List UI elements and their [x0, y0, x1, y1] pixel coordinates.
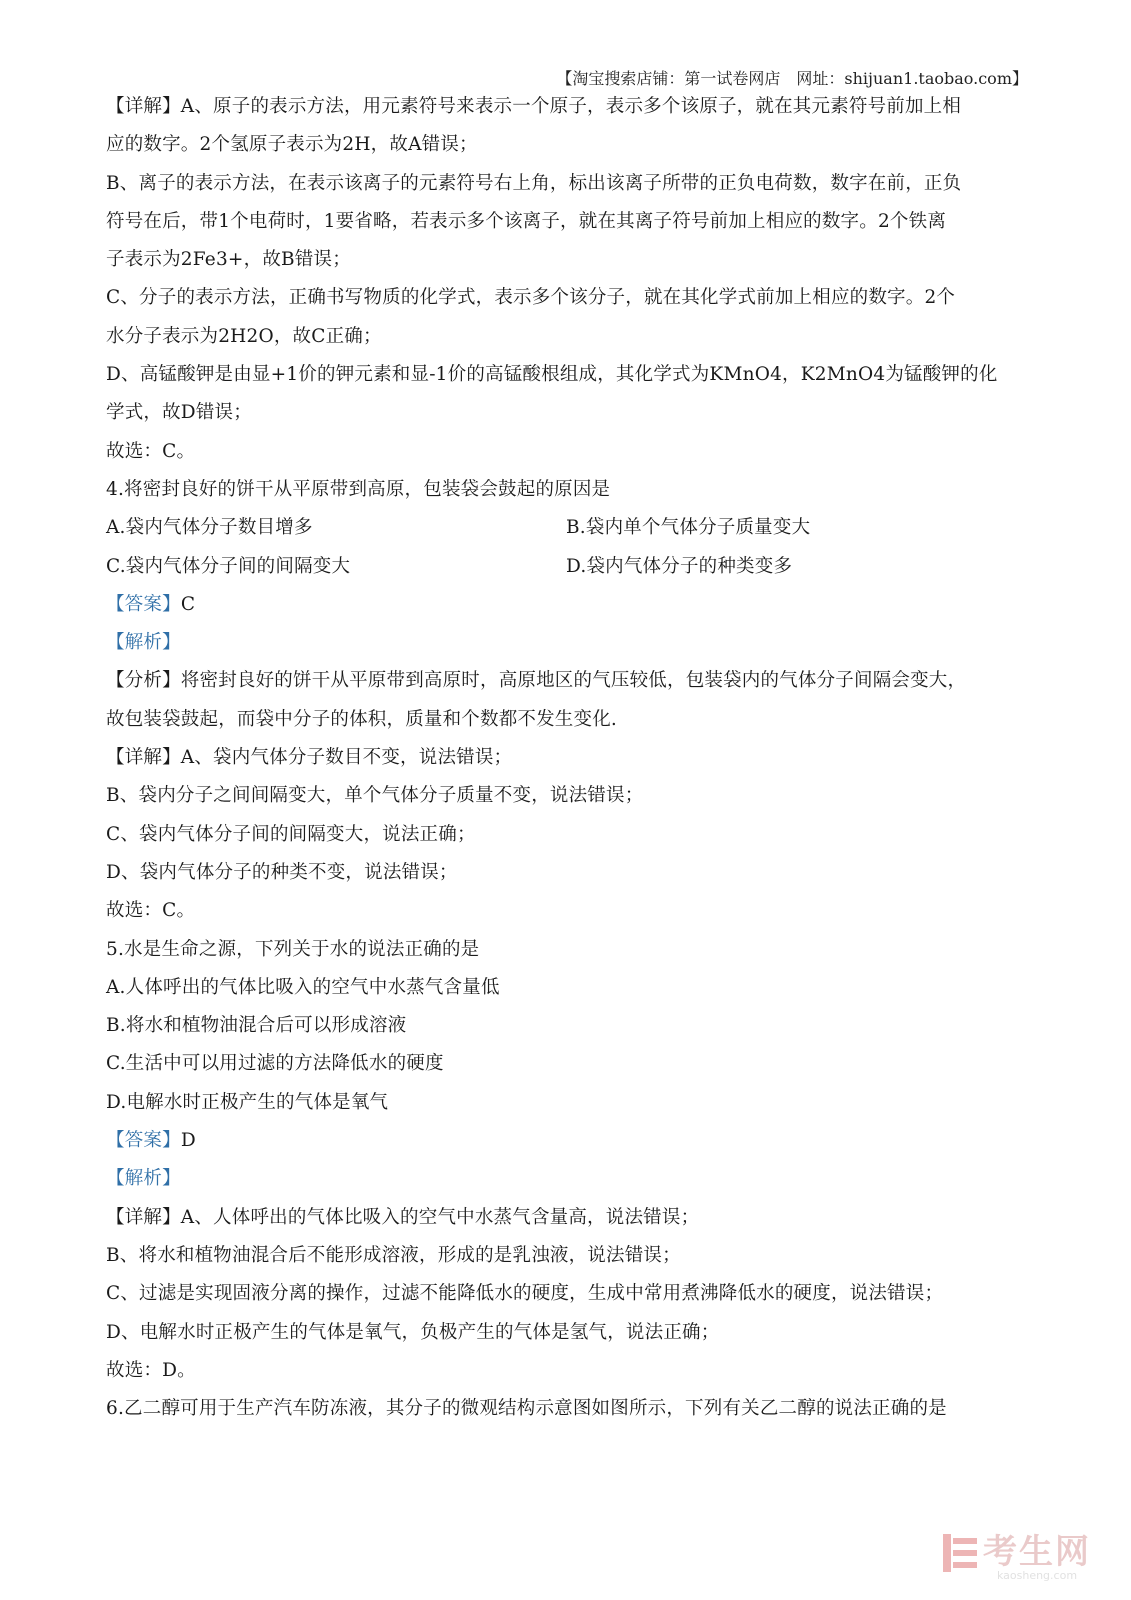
q5-answer: [106, 1122, 1028, 1160]
watermark-text: 考生网: [983, 1532, 1091, 1572]
q4-answer: [106, 586, 1028, 624]
q4-options-row-1: [106, 509, 1028, 547]
document-body: [106, 88, 1028, 1428]
text-line: 【详解】A、袋内气体分子数目不变，说法错误；: [106, 747, 513, 769]
text-line: B、离子的表示方法，在表示该离子的元素符号右上角，标出该离子所带的正负电荷数，数字在前，正负: [106, 172, 962, 194]
q4-option-b: B.袋内单个气体分子质量变大: [566, 517, 811, 539]
text-line: 子表示为2Fe3+，故B错误；: [106, 249, 351, 271]
page-header: 【淘宝搜索店铺：第一试卷网店 网址：shijuan1.taobao.com】: [556, 69, 1028, 88]
watermark-url: kaosheng.com: [996, 1569, 1078, 1582]
question-4-stem: 4.将密封良好的饼干从平原带到高原，包装袋会鼓起的原因是: [106, 478, 611, 500]
text-line: 学式，故D错误；: [106, 402, 252, 424]
text-line: 应的数字。2个氢原子表示为2H，故A错误；: [106, 134, 478, 156]
answer-tag: 【答案】: [106, 593, 181, 615]
analysis-tag: 【解析】: [106, 632, 181, 654]
text-line: 故包装袋鼓起，而袋中分子的体积，质量和个数都不发生变化.: [106, 708, 617, 730]
question-6-stem: 6.乙二醇可用于生产汽车防冻液，其分子的微观结构示意图如图所示，下列有关乙二醇的说法正确的是: [106, 1398, 947, 1420]
text-line: 故选：D。: [106, 1359, 196, 1381]
q4-option-d: D.袋内气体分子的种类变多: [566, 555, 793, 577]
q4-option-c: C.袋内气体分子间的间隔变大: [106, 555, 351, 577]
text-line: D、高锰酸钾是由显+1价的钾元素和显-1价的高锰酸根组成，其化学式为KMnO4，K2MnO4为锰酸钾的化: [106, 364, 998, 386]
watermark: [943, 1524, 1091, 1582]
question-5-stem: 5.水是生命之源，下列关于水的说法正确的是: [106, 938, 480, 960]
text-line: 故选：C。: [106, 900, 196, 922]
watermark-logo-icon: [943, 1534, 977, 1572]
text-line: C、过滤是实现固液分离的操作，过滤不能降低水的硬度，生成中常用煮沸降低水的硬度，说法错误；: [106, 1283, 944, 1305]
text-line: D、袋内气体分子的种类不变，说法错误；: [106, 861, 458, 883]
text-line: 符号在后，带1个电荷时，1要省略，若表示多个该离子，就在其离子符号前加上相应的数字。2个铁离: [106, 210, 947, 232]
q5-option-a: A.人体呼出的气体比吸入的空气中水蒸气含量低: [106, 976, 500, 998]
analysis-tag: 【解析】: [106, 1168, 181, 1190]
text-line: B、袋内分子之间间隔变大，单个气体分子质量不变，说法错误；: [106, 785, 644, 807]
q5-option-d: D.电解水时正极产生的气体是氧气: [106, 1091, 389, 1113]
q5-option-b: B.将水和植物油混合后可以形成溶液: [106, 1015, 407, 1037]
text-line: 故选：C。: [106, 440, 196, 462]
answer-value: C: [180, 593, 196, 615]
text-line: C、袋内气体分子间的间隔变大，说法正确；: [106, 823, 476, 845]
text-line: C、分子的表示方法，正确书写物质的化学式，表示多个该分子，就在其化学式前加上相应的数字。2个: [106, 287, 956, 309]
text-line: 【详解】A、人体呼出的气体比吸入的空气中水蒸气含量高，说法错误；: [106, 1206, 700, 1228]
text-line: 【分析】将密封良好的饼干从平原带到高原时，高原地区的气压较低，包装袋内的气体分子间隔会变大，: [106, 670, 967, 692]
answer-tag: 【答案】: [106, 1130, 181, 1152]
text-line: D、电解水时正极产生的气体是氧气，负极产生的气体是氢气，说法正确；: [106, 1321, 720, 1343]
q4-options-row-2: [106, 548, 1028, 586]
answer-value: D: [180, 1130, 196, 1152]
q4-option-a: A.袋内气体分子数目增多: [106, 517, 313, 539]
q4-analysis-heading: [106, 624, 1028, 662]
text-line: 【详解】A、原子的表示方法，用元素符号来表示一个原子，表示多个该原子，就在其元素符号前加上相: [106, 96, 962, 117]
q5-option-c: C.生活中可以用过滤的方法降低水的硬度: [106, 1053, 444, 1075]
text-line: B、将水和植物油混合后不能形成溶液，形成的是乳浊液，说法错误；: [106, 1244, 681, 1266]
q5-analysis-heading: [106, 1160, 1028, 1198]
text-line: 水分子表示为2H2O，故C正确；: [106, 325, 382, 347]
